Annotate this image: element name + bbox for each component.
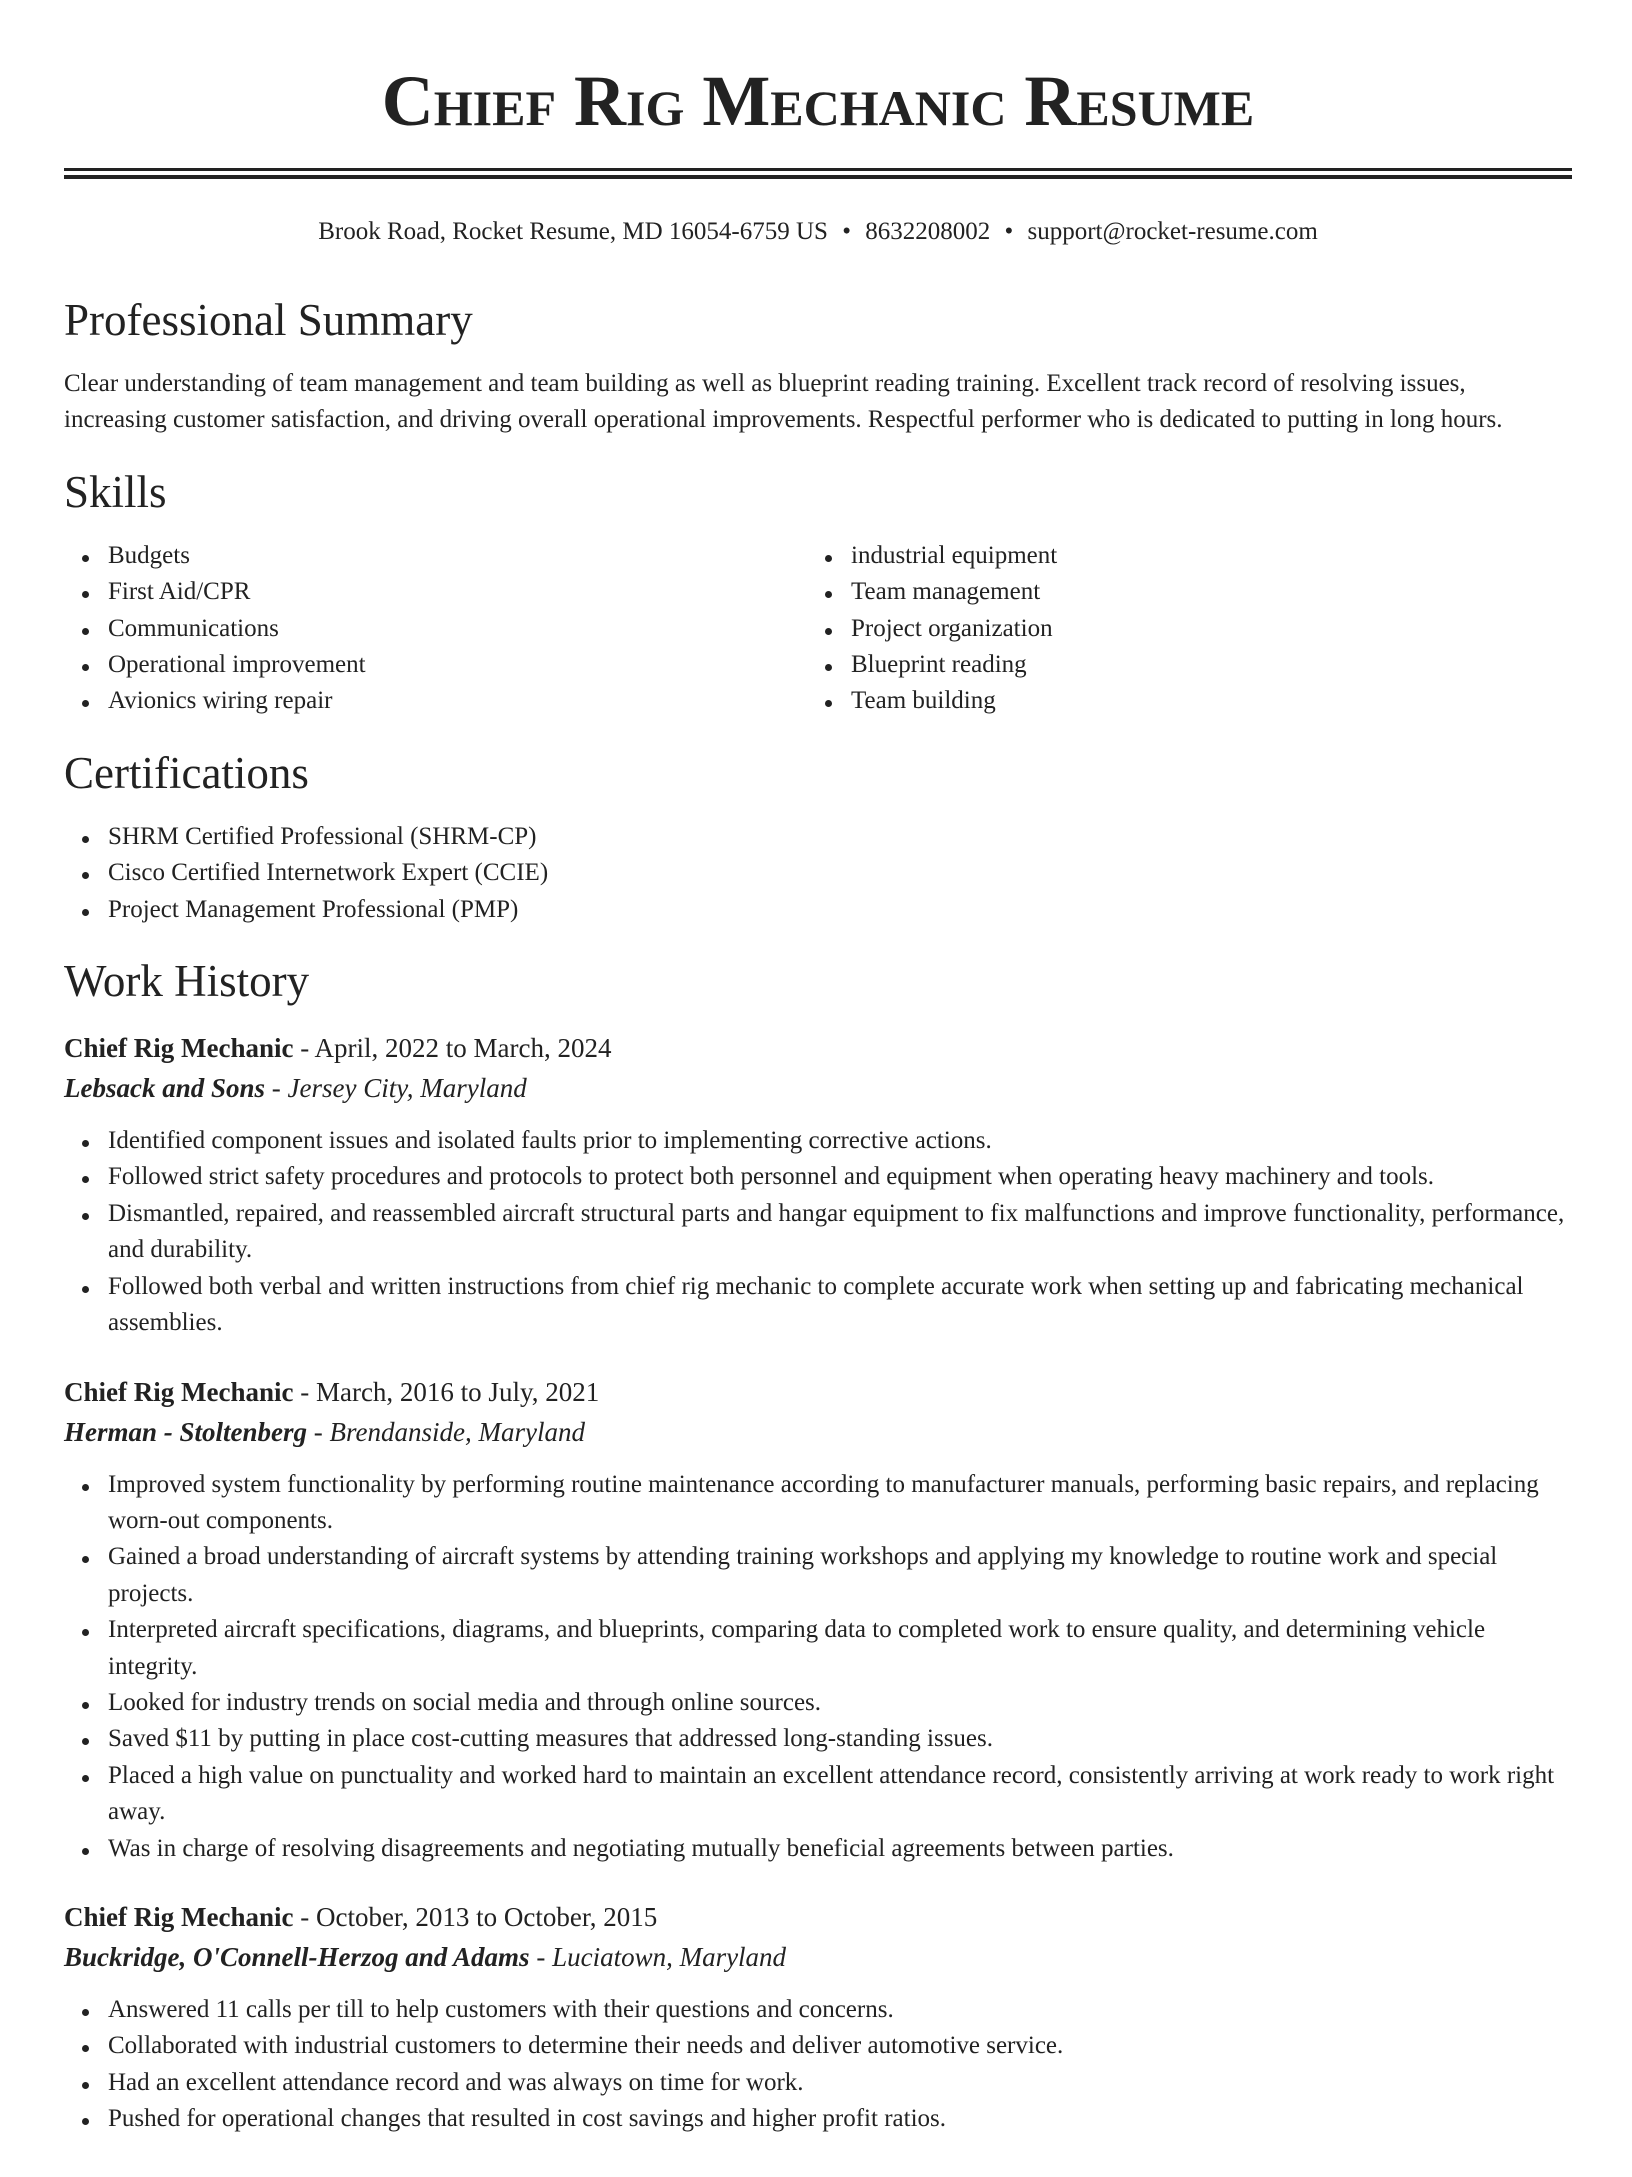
summary-heading: Professional Summary [64,295,473,345]
skill-item: Project organization [851,611,1572,647]
job-dates: April, 2022 to March, 2024 [314,1033,612,1064]
job-location: Luciatown, Maryland [552,1941,787,1972]
job-bullet: Followed both verbal and written instructions from chief rig mechanic to complete accurate work when setting up and fabricating mechanical assemblies. [108,1269,1572,1342]
skill-item: First Aid/CPR [108,574,807,610]
summary-section [64,294,1572,439]
certifications-list [64,819,1572,928]
skills-section [64,466,1572,720]
job-bullets [64,1992,1572,2138]
skill-item: Communications [108,611,807,647]
skill-item: industrial equipment [851,538,1572,574]
job-bullet: Identified component issues and isolated faults prior to implementing corrective actions. [108,1123,1572,1159]
company-name: Buckridge, O'Connell-Herzog and Adams [64,1941,530,1972]
company-name: Lebsack and Sons [64,1073,266,1104]
job-heading [64,1897,1572,1937]
contact-email: support@rocket-resume.com [1027,218,1318,245]
job-bullets [64,1123,1572,1341]
contact-phone: 8632208002 [865,218,991,245]
job-dates: March, 2016 to July, 2021 [315,1376,600,1407]
job-separator: - [300,1033,310,1064]
job-bullet: Saved $11 by putting in place cost-cutting measures that addressed long-standing issues. [108,1721,1572,1757]
company-separator: - [271,1073,281,1104]
certification-item: Project Management Professional (PMP) [108,892,1572,928]
skill-item: Operational improvement [108,647,807,683]
job-bullet: Placed a high value on punctuality and worked hard to maintain an excellent attendance record, consistently arriving at work ready to work right away. [108,1758,1572,1831]
job-bullet: Pushed for operational changes that resulted in cost savings and higher profit ratios. [108,2101,1572,2137]
company-separator: - [313,1416,323,1447]
contact-address: Brook Road, Rocket Resume, MD 16054-6759 US [318,218,828,245]
job-entry [64,1372,1572,1867]
certification-item: SHRM Certified Professional (SHRM-CP) [108,819,1572,855]
contact-separator: • [842,218,851,245]
job-bullet: Followed strict safety procedures and protocols to protect both personnel and equipment when operating heavy machinery and tools. [108,1159,1572,1195]
skill-item: Avionics wiring repair [108,683,807,719]
job-bullet: Looked for industry trends on social media and through online sources. [108,1685,1572,1721]
job-entry [64,1897,1572,2138]
skill-item: Budgets [108,538,807,574]
work-history-heading: Work History [64,956,310,1007]
job-heading [64,1372,1572,1412]
job-separator: - [300,1901,310,1932]
skills-heading: Skills [64,466,167,517]
job-entry [64,1028,1572,1341]
skills-list-right [807,538,1572,720]
job-bullet: Had an excellent attendance record and was always on time for work. [108,2065,1572,2101]
job-company-line [64,1412,1572,1452]
job-heading [64,1028,1572,1068]
skill-item: Blueprint reading [851,647,1572,683]
job-bullet: Answered 11 calls per till to help customers with their questions and concerns. [108,1992,1572,2028]
work-history-section [64,955,1572,2138]
job-dates: October, 2013 to October, 2015 [315,1901,658,1932]
job-title: Chief Rig Mechanic [64,1376,294,1407]
contact-line [64,214,1572,250]
certification-item: Cisco Certified Internetwork Expert (CCIE) [108,855,1572,891]
job-location: Brendanside, Maryland [329,1416,585,1447]
company-separator: - [536,1941,546,1972]
skill-item: Team management [851,574,1572,610]
job-company-line [64,1068,1572,1108]
job-bullet: Collaborated with industrial customers to determine their needs and deliver automotive service. [108,2028,1572,2064]
job-company-line [64,1937,1572,1977]
contact-separator: • [1004,218,1014,245]
skill-item: Team building [851,683,1572,719]
job-bullets [64,1467,1572,1867]
skills-list-left [64,538,807,720]
job-bullet: Gained a broad understanding of aircraft systems by attending training workshops and applying my knowledge to routine work and special projects. [108,1539,1572,1612]
certifications-section [64,747,1572,928]
job-bullet: Dismantled, repaired, and reassembled aircraft structural parts and hangar equipment to fix malfunctions and improve functionality, performance, and durability. [108,1196,1572,1269]
job-bullet: Interpreted aircraft specifications, diagrams, and blueprints, comparing data to completed work to ensure quality, and determining vehicle integrity. [108,1612,1572,1685]
job-bullet: Was in charge of resolving disagreements and negotiating mutually beneficial agreements between parties. [108,1831,1572,1867]
job-location: Jersey City, Maryland [287,1073,527,1104]
resume-title: Chief Rig Mechanic Resume [381,61,1255,141]
job-title: Chief Rig Mechanic [64,1901,294,1932]
double-rule-divider [64,168,1572,179]
company-name: Herman - Stoltenberg [64,1416,308,1447]
job-bullet: Improved system functionality by performing routine maintenance according to manufacturer manuals, performing basic repairs, and replacing worn-out components. [108,1467,1572,1540]
resume-header [64,61,1572,250]
certifications-heading: Certifications [64,747,309,798]
job-separator: - [300,1376,310,1407]
summary-text: Clear understanding of team management and team building as well as blueprint reading training. Excellent track record of resolving issues, increasing customer satisfaction, and driving overall operational improvements. Respectful performer who is dedicated to putting in long hours. [64,370,1503,434]
skills-grid [64,538,1572,720]
job-title: Chief Rig Mechanic [64,1033,294,1064]
